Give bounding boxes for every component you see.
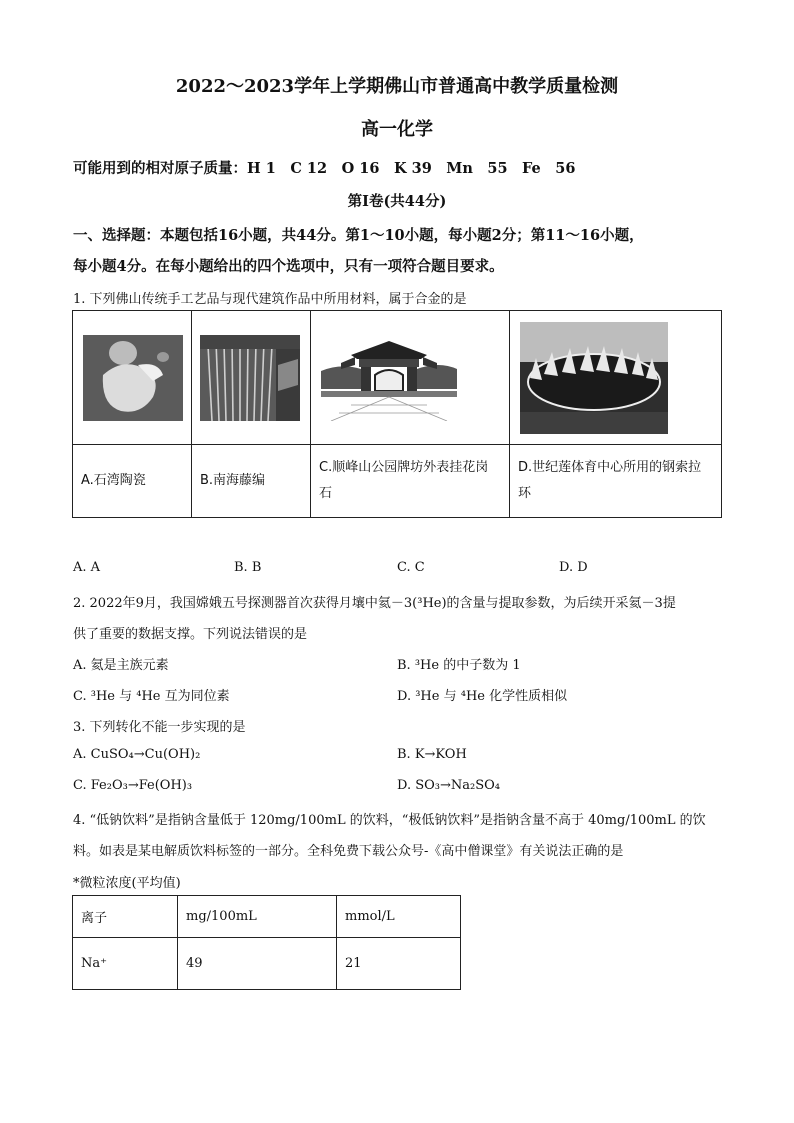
q1-caption-c: C.顺峰山公园牌坊外表挂花岗石 [311,445,510,518]
q1-image-table [72,310,722,518]
memorial-archway-image [321,335,457,421]
q2-stem-line-1: 2. 2022年9月，我国嫦娥五号探测器首次获得月壤中氦－3(³He)的含量与提取参数，为后续开采氦－3提 [73,596,676,611]
q3-option-c: C. Fe₂O₃→Fe(OH)₃ [73,778,193,793]
q4-label-table [72,895,461,990]
q4-cell-ion: Na⁺ [73,938,178,990]
q2-option-b: B. ³He 的中子数为 1 [397,658,521,673]
q1-option-c: C. C [397,560,425,575]
q4-stem-line-1: 4. “低钠饮料”是指钠含量低于 120mg/100mL 的饮料，“极低钠饮料”是指钠含量不高于 40mg/100mL 的饮 [73,813,706,828]
q4-cell-mg: 49 [178,938,337,990]
q2-option-d: D. ³He 与 ⁴He 化学性质相似 [397,689,568,704]
q1-option-b: B. B [234,560,262,575]
instructions-line-1: 一、选择题：本题包括16小题，共44分。第1～10小题，每小题2分；第11～16小题， [73,227,644,244]
q3-stem: 3. 下列转化不能一步实现的是 [73,720,246,735]
ceramic-figure-image [83,335,183,421]
subject-title: 高一化学 [361,119,433,140]
q3-option-b: B. K→KOH [397,747,467,762]
q1-caption-d: D.世纪莲体育中心所用的钢索拉环 [510,445,722,518]
q2-stem-line-2: 供了重要的数据支撑。下列说法错误的是 [73,627,308,642]
q1-option-a: A. A [73,560,101,575]
q3-option-a: A. CuSO₄→Cu(OH)₂ [73,747,201,762]
rattan-weaving-image [200,335,300,421]
q4-stem-line-2: 料。如表是某电解质饮料标签的一部分。全科免费下载公众号-《高中僧课堂》有关说法正确的是 [73,844,624,859]
q1-image-c-cell [311,311,510,445]
atomic-mass-line: 可能用到的相对原子质量：H 1 C 12 O 16 K 39 Mn 55 Fe 56 [73,160,576,177]
q1-caption-b: B.南海藤编 [192,445,311,518]
q4-table-caption: *微粒浓度(平均值) [73,876,181,891]
stadium-image [520,322,668,434]
q1-option-d: D. D [559,560,588,575]
q2-option-c: C. ³He 与 ⁴He 互为同位素 [73,689,230,704]
q4-header-ion: 离子 [73,896,178,938]
q2-option-a: A. 氦是主族元素 [73,658,169,673]
q1-image-d-cell [510,311,722,445]
instructions-line-2: 每小题4分。在每小题给出的四个选项中，只有一项符合题目要求。 [73,258,504,275]
q4-header-mg: mg/100mL [178,896,337,938]
section-title: 第Ⅰ卷(共44分) [347,193,447,210]
exam-title: 2022～2023学年上学期佛山市普通高中教学质量检测 [175,76,619,97]
q3-option-d: D. SO₃→Na₂SO₄ [397,778,501,793]
q1-caption-a: A.石湾陶瓷 [73,445,192,518]
q1-image-a-cell [73,311,192,445]
q4-header-mmol: mmol/L [337,896,461,938]
q1-image-b-cell [192,311,311,445]
q1-stem: 1. 下列佛山传统手工艺品与现代建筑作品中所用材料，属于合金的是 [73,292,467,307]
q4-cell-mmol: 21 [337,938,461,990]
